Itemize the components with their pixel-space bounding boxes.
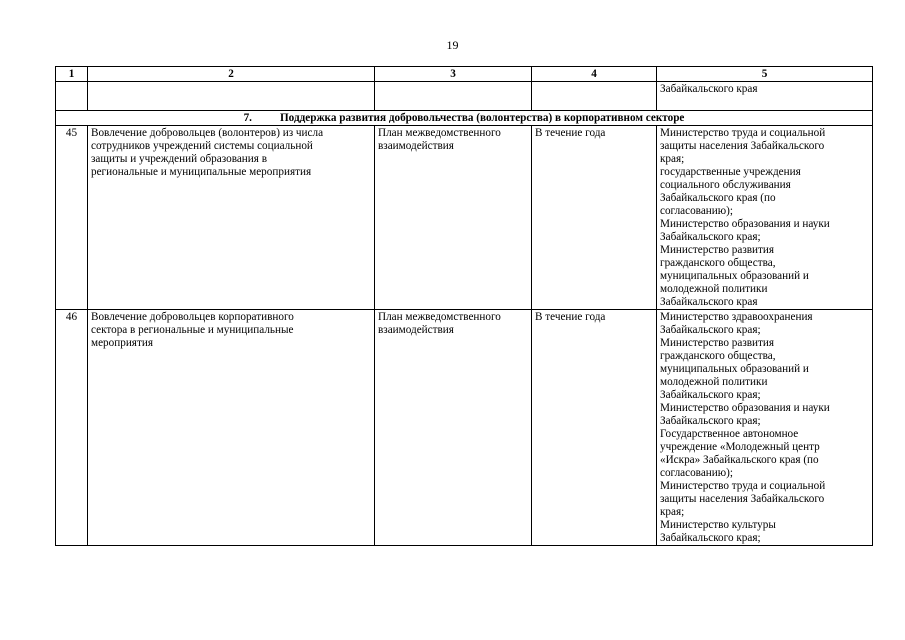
table-header-row bbox=[56, 67, 873, 82]
page-number: 19 bbox=[446, 38, 459, 52]
continuation-cell-1 bbox=[56, 82, 88, 111]
continuation-cell-4 bbox=[532, 82, 657, 111]
table-row bbox=[56, 126, 873, 310]
section-title: Поддержка развития добровольчества (волонтерства) в корпоративном секторе bbox=[279, 112, 685, 124]
row-document: План межведомственного взаимодействия bbox=[375, 310, 532, 546]
row-number: 46 bbox=[56, 310, 88, 546]
continuation-row bbox=[56, 82, 873, 111]
column-header-2: 2 bbox=[88, 67, 375, 82]
row-activity: Вовлечение добровольцев корпоративного сектора в региональные и муниципальные мероприятия bbox=[88, 310, 375, 546]
continuation-cell-3 bbox=[375, 82, 532, 111]
section-heading bbox=[56, 111, 873, 126]
column-header-4: 4 bbox=[532, 67, 657, 82]
row-number: 45 bbox=[56, 126, 88, 310]
section-row bbox=[56, 111, 873, 126]
row-executors: Министерство здравоохранения Забайкальского края; Министерство развития гражданского общества, муниципальных образований и молодежной политики Забайкальского края; Министерство образования и науки Забайкальского края; Государственное автономное учреждение «Молодежный центр «Искра» Забайкальского края (по согласованию); Министерство труда и социальной защиты населения Забайкальского края; Министерство культуры Забайкальского края; bbox=[657, 310, 873, 546]
continuation-executors: Забайкальского края bbox=[657, 82, 873, 111]
activities-table bbox=[55, 66, 873, 546]
row-period: В течение года bbox=[532, 310, 657, 546]
row-executors: Министерство труда и социальной защиты населения Забайкальского края; государственные учреждения социального обслуживания Забайкальского края (по согласованию); Министерство образования и науки Забайкальского края; Министерство развития гражданского общества, муниципальных образований и молодежной политики Забайкальского края bbox=[657, 126, 873, 310]
column-header-1: 1 bbox=[56, 67, 88, 82]
table-row bbox=[56, 310, 873, 546]
column-header-5: 5 bbox=[657, 67, 873, 82]
section-number: 7. bbox=[243, 112, 252, 124]
row-document: План межведомственного взаимодействия bbox=[375, 126, 532, 310]
row-activity: Вовлечение добровольцев (волонтеров) из числа сотрудников учреждений системы социальной защиты и учреждений образования в региональные и муниципальные мероприятия bbox=[88, 126, 375, 310]
column-header-3: 3 bbox=[375, 67, 532, 82]
row-period: В течение года bbox=[532, 126, 657, 310]
continuation-cell-2 bbox=[88, 82, 375, 111]
